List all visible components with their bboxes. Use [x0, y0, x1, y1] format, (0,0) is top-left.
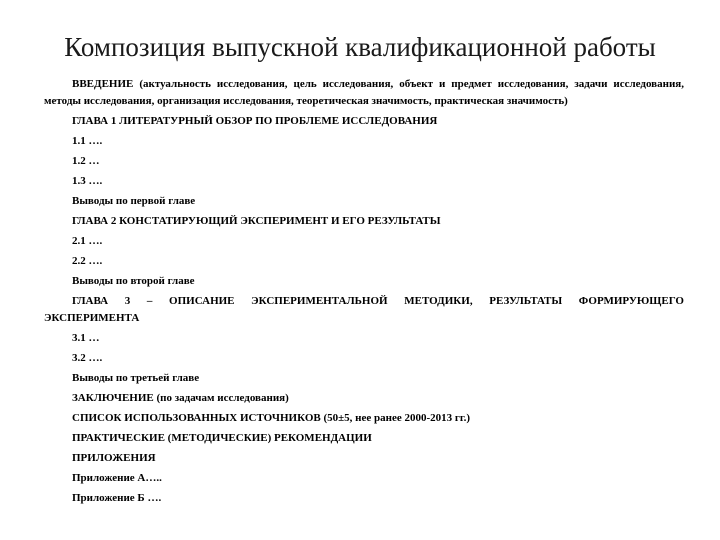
- structure-list: [44, 76, 684, 510]
- list-item-conclusion: ЗАКЛЮЧЕНИЕ (по задачам исследования): [72, 392, 289, 404]
- list-item-section-3-1: 3.1 …: [72, 332, 100, 344]
- list-item-chapter-3: ГЛАВА 3 – ОПИСАНИЕ ЭКСПЕРИМЕНТАЛЬНОЙ МЕТОДИКИ, РЕЗУЛЬТАТЫ ФОРМИРУЮЩЕГО ЭКСПЕРИМЕНТА: [44, 295, 684, 324]
- list-item-conclusions-2: Выводы по второй главе: [72, 275, 195, 287]
- list-item-section-3-2: 3.2 ….: [72, 352, 103, 364]
- list-item-section-1-2: 1.2 …: [72, 155, 100, 167]
- list-item-chapter-2: ГЛАВА 2 КОНСТАТИРУЮЩИЙ ЭКСПЕРИМЕНТ И ЕГО РЕЗУЛЬТАТЫ: [72, 215, 441, 227]
- list-item-section-2-1: 2.1 ….: [72, 235, 103, 247]
- list-item-appendices: ПРИЛОЖЕНИЯ: [72, 452, 156, 464]
- list-item-appendix-b: Приложение Б ….: [72, 492, 162, 504]
- list-item-references: СПИСОК ИСПОЛЬЗОВАННЫХ ИСТОЧНИКОВ (50±5, нее ранее 2000-2013 гг.): [72, 412, 471, 424]
- list-item-introduction: ВВЕДЕНИЕ (актуальность исследования, цель исследования, объект и предмет исследования, задачи исследования, методы исследования, организация исследования, теоретическая значимость, практическая значимость): [44, 78, 684, 107]
- slide-title: Композиция выпускной квалификационной работы: [64, 32, 656, 62]
- list-item-recommendations: ПРАКТИЧЕСКИЕ (МЕТОДИЧЕСКИЕ) РЕКОМЕНДАЦИИ: [72, 432, 372, 444]
- list-item-section-1-1: 1.1 ….: [72, 135, 103, 147]
- list-item-section-1-3: 1.3 ….: [72, 175, 103, 187]
- list-item-appendix-a: Приложение А…..: [72, 472, 162, 484]
- list-item-section-2-2: 2.2 ….: [72, 255, 103, 267]
- list-item-chapter-1: ГЛАВА 1 ЛИТЕРАТУРНЫЙ ОБЗОР ПО ПРОБЛЕМЕ ИССЛЕДОВАНИЯ: [72, 115, 438, 127]
- list-item-conclusions-3: Выводы по третьей главе: [72, 372, 200, 384]
- list-item-conclusions-1: Выводы по первой главе: [72, 195, 196, 207]
